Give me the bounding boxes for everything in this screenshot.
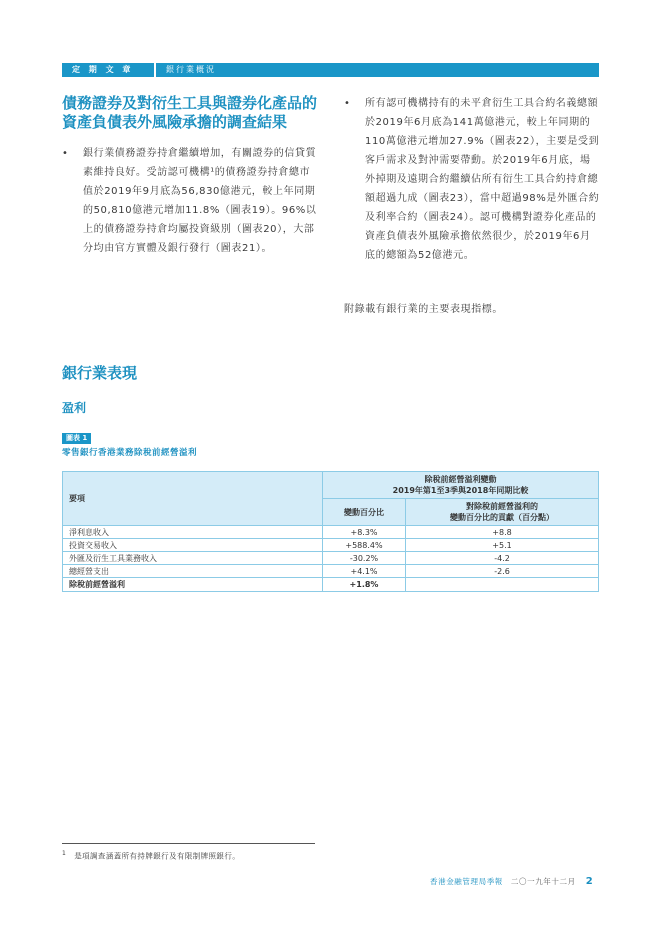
row-pct: -30.2% <box>323 552 406 565</box>
header-item: 要項 <box>63 472 323 526</box>
row-item: 總經營支出 <box>63 565 323 578</box>
footnote <box>62 850 322 862</box>
article-subheading: 債務證券及對衍生工具與證券化產品的資產負債表外風險承擔的調查結果 <box>62 94 318 131</box>
row-pct: +4.1% <box>323 565 406 578</box>
row-contrib: -4.2 <box>406 552 599 565</box>
bullet-marker: • <box>344 98 351 109</box>
footnote-divider <box>62 843 315 844</box>
row-item: 外匯及衍生工具業務收入 <box>63 552 323 565</box>
row-item: 投資交易收入 <box>63 539 323 552</box>
table-row <box>63 526 599 539</box>
chart-tag: 圖表 1 <box>62 433 91 444</box>
page-footer <box>430 876 593 887</box>
right-bullet-text: 所有認可機構持有的未平倉衍生工具合約名義總額於2019年6月底為141萬億港元，較上年同期的110萬億港元增加27.9%（圖表22），主要是受到客戶需求及對沖需要帶動。於2019年6月底，場外掉期及遠期合約繼續佔所有衍生工具合約持倉總額超過九成（圖表23），當中超過98%是外匯合約及利率合約（圖表24）。認可機構對證券化產品的資產負債表外風險承擔依然很少，於2019年6月底的總額為52億港元。 <box>365 98 600 261</box>
table-row <box>63 539 599 552</box>
table-row <box>63 565 599 578</box>
section-subtitle: 盈利 <box>62 401 87 415</box>
right-bullet-paragraph <box>344 94 600 265</box>
total-pct: +1.8% <box>323 578 406 592</box>
table-total-row <box>63 578 599 592</box>
row-contrib: +8.8 <box>406 526 599 539</box>
table-header-row <box>63 472 599 499</box>
left-bullet-text: 銀行業債務證券持倉繼續增加，有關證券的信貸質素維持良好。受訪認可機構¹的債務證券持倉總市值於2019年9月底為56,830億港元，較上年同期的50,810億港元增加11.8%（圖表19）。96%以上的債務證券持倉均屬投資級別（圖表20），大部分均由官方實體及銀行發行（圖表21）。 <box>83 148 317 254</box>
footnote-text: 是項調查涵蓋所有持牌銀行及有限制牌照銀行。 <box>74 851 241 861</box>
left-bullet-paragraph <box>62 144 317 258</box>
page-number: 2 <box>585 876 594 887</box>
chart-caption: 零售銀行香港業務除稅前經營溢利 <box>62 448 198 458</box>
total-item: 除稅前經營溢利 <box>63 578 323 592</box>
total-contrib <box>406 578 599 592</box>
header-contrib: 對除稅前經營溢利的 變動百分比的貢獻（百分點） <box>406 499 599 526</box>
row-pct: +8.3% <box>323 526 406 539</box>
publication-name: 香港金融管理局季報 <box>430 877 503 886</box>
article-label: 銀行業概況 <box>156 63 599 77</box>
row-item: 淨利息收入 <box>63 526 323 539</box>
section-label: 定 期 文 章 <box>62 63 154 77</box>
footnote-mark: 1 <box>62 850 67 857</box>
row-pct: +588.4% <box>323 539 406 552</box>
bullet-marker: • <box>62 148 69 159</box>
table-row <box>63 552 599 565</box>
header-group: 除稅前經營溢利變動 2019年第1至3季與2018年同期比較 <box>323 472 599 499</box>
section-title: 銀行業表現 <box>62 364 138 382</box>
row-contrib: -2.6 <box>406 565 599 578</box>
row-contrib: +5.1 <box>406 539 599 552</box>
publication-date: 二〇一九年十二月 <box>510 877 576 886</box>
header-pct: 變動百分比 <box>323 499 406 526</box>
profit-table <box>62 471 599 592</box>
appendix-note: 附錄載有銀行業的主要表現指標。 <box>344 304 503 315</box>
